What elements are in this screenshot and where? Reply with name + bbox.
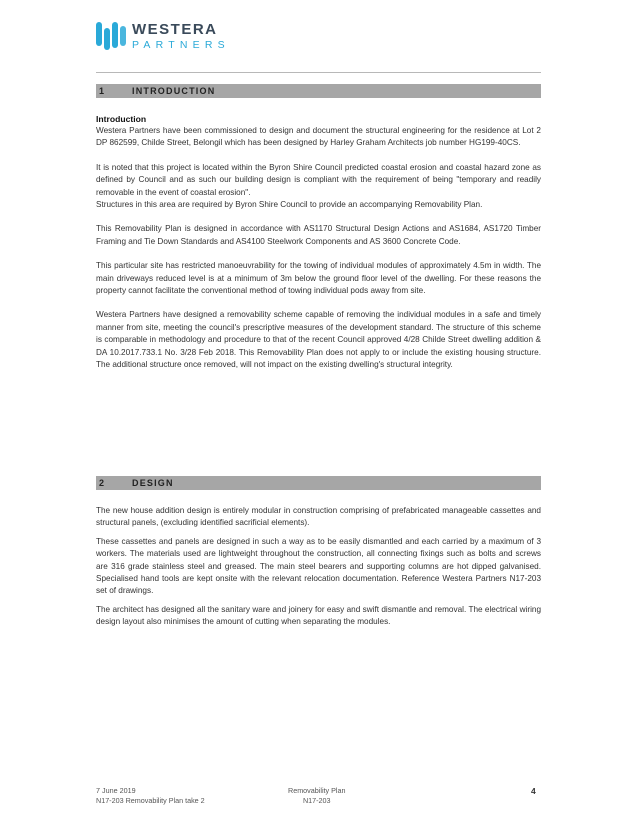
logo-subtitle: PARTNERS <box>132 39 230 51</box>
paragraph: It is noted that this project is located within the Byron Shire Council predicted coastal erosion and coastal hazard zone as defined by Council and as such our building design is compliant with the requirement of being "temporary and readily removable in the event of coastal erosion". <box>96 162 541 197</box>
footer-doc-ref: N17-203 <box>302 795 331 805</box>
section-2-bar <box>96 476 541 490</box>
section-1-title: INTRODUCTION <box>132 86 216 96</box>
paragraph: The new house addition design is entirely modular in construction comprising of prefabricated manageable cassettes and structural panels, (excluding identified sacrificial elements). <box>96 506 541 528</box>
section-2-number: 2 <box>99 478 106 488</box>
paragraph: This Removability Plan is designed in accordance with AS1170 Structural Design Actions and AS1684, AS1720 Timber Framing and Tie Down Standards and AS4100 Steelwork Components and AS 3600 Concrete Code. <box>96 224 541 246</box>
footer-file: N17-203 Removability Plan take 2 <box>96 795 205 805</box>
section-2-title: DESIGN <box>132 478 174 488</box>
header-divider <box>96 72 541 73</box>
paragraph: These cassettes and panels are designed in such a way as to be easily dismantled and each carried by a maximum of 3 workers. The materials used are lightweight throughout the construction, all connecting fixings such as bolts and screws are 316 grade stainless steel and greased. The main steel bearers and supporting columns are hot dipped galvanised. Specialised hand tools are kept onsite with the relevant relocation documentation. Reference Westera Partners N17-203 set of drawings. <box>96 536 541 596</box>
logo-name: WESTERA <box>132 21 218 38</box>
paragraph: Westera Partners have been commissioned to design and document the structural engineering for the residence at Lot 2 DP 862599, Childe Street, Belongil which has been designed by Harley Graham Architects job number HG199-40CS. <box>96 126 541 148</box>
section-2-body <box>96 505 541 629</box>
introduction-heading: Introduction <box>96 114 147 124</box>
logo-mark-icon <box>96 20 128 52</box>
footer-left <box>96 786 205 805</box>
footer-date: 7 June 2019 <box>96 786 136 795</box>
paragraph: Westera Partners have designed a removability scheme capable of removing the individual modules in a safe and timely manner from site, meeting the council's prescriptive measures of the development standard. The structure of this scheme is comparable in methodology and procedure to that of the recent Council approved 4/28 Childe Street dwelling addition & DA 10.2017.733.1 No. 3/28 Feb 2018. This Removability Plan does not apply to or include the existing housing structure. The additional structure once removed, will not impact on the existing dwelling's structural integrity. <box>96 310 541 370</box>
section-1-number: 1 <box>99 86 106 96</box>
footer-center <box>288 786 346 805</box>
paragraph: The architect has designed all the sanitary ware and joinery for easy and swift dismantle and removal. The electrical wiring design layout also minimises the amount of cutting when separating the modules. <box>96 604 541 627</box>
footer-doc-title: Removability Plan <box>288 786 346 795</box>
section-1-bar <box>96 84 541 98</box>
page-number: 4 <box>531 786 536 796</box>
company-logo <box>96 18 246 56</box>
paragraph: This particular site has restricted manoeuvrability for the towing of individual modules of approximately 4.5m in width. The main driveways reduced level is at a minimum of 3m below the ground floor level of the dwelling. For these reasons the property cannot facilitate the conventional method of towing individual pods away from site. <box>96 261 541 296</box>
paragraph: Structures in this area are required by Byron Shire Council to provide an accompanying Removability Plan. <box>96 200 483 210</box>
section-1-body <box>96 114 541 372</box>
